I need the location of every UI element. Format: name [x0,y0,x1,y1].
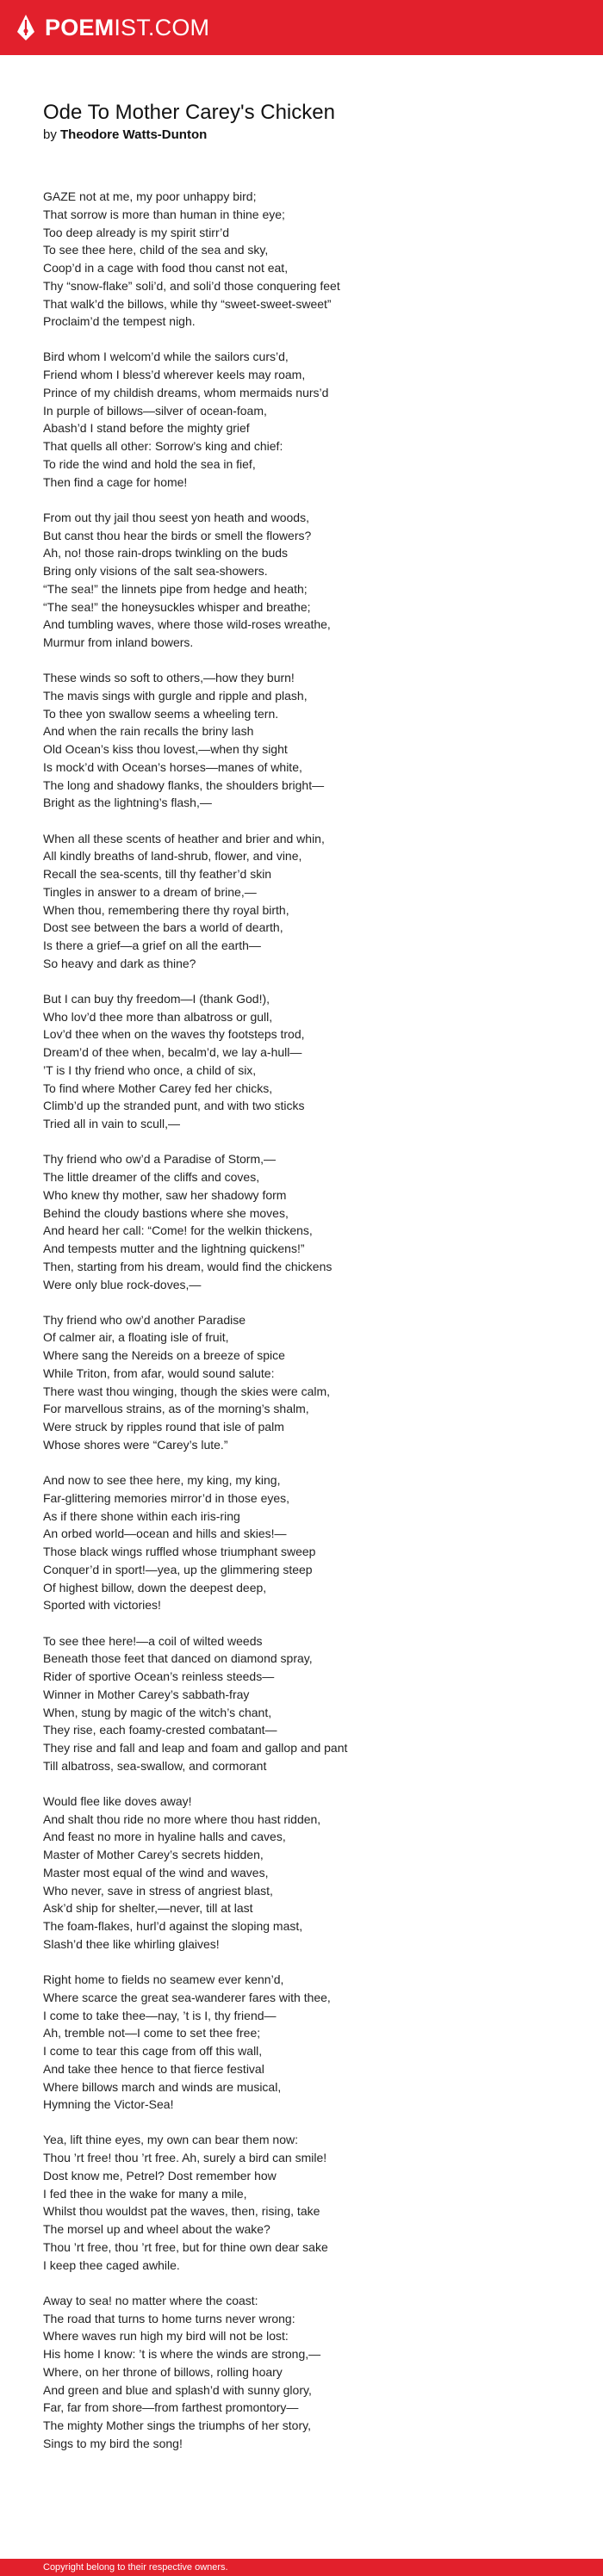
poem-line: Thy “snow-flake” soli’d, and soli’d those conquering feet [43,278,340,293]
poem-line: Thou ’rt free, thou ’rt free, but for thine own dear sake [43,2239,328,2254]
poem-line: Ah, tremble not—I come to set thee free; [43,2026,261,2040]
poem-line: Old Ocean’s kiss thou lovest,—when thy sight [43,742,288,757]
poem-line: “The sea!” the honeysuckles whisper and breathe; [43,599,311,614]
poem-line: The morsel up and wheel about the wake? [43,2222,270,2237]
poem-line: Dream’d of thee when, becalm’d, we lay a-hull— [43,1045,302,1060]
poem-line: So heavy and dark as thine? [43,956,196,970]
poem-stanza [43,348,577,491]
poem-line: Yea, lift thine eyes, my own can bear them now: [43,2133,298,2147]
poem-line: Far, far from shore—from farthest promontory— [43,2400,299,2415]
poem-line: Where billows march and winds are musical, [43,2079,282,2094]
poem-line: I fed thee in the wake for many a mile, [43,2186,247,2201]
poem-line: To see thee here!—a coil of wilted weeds [43,1633,263,1648]
poem-line: Where, on her throne of billows, rolling hoary [43,2364,283,2379]
poem-line: Beneath those feet that danced on diamond spray, [43,1651,313,1666]
poem-line: Behind the cloudy bastions where she moves, [43,1205,289,1220]
poem-content [43,100,577,2470]
poem-line: Proclaim’d the tempest nigh. [43,314,196,329]
poem-line: Slash’d thee like whirling glaives! [43,1936,220,1951]
site-logo-link[interactable] [17,15,209,40]
poem-line: Then, starting from his dream, would find the chickens [43,1259,333,1273]
poem-line: Master most equal of the wind and waves, [43,1865,269,1879]
poem-line: All kindly breaths of land-shrub, flower, and vine, [43,849,302,864]
poem-stanza [43,1471,577,1614]
poem-line: To ride the wind and hold the sea in fief, [43,456,256,471]
site-footer [0,2559,603,2576]
poem-line: And take thee hence to that fierce festival [43,2061,264,2076]
poem-line: Dost know me, Petrel? Dost remember how [43,2168,277,2183]
poem-line: I come to tear this cage from off this wall, [43,2044,263,2059]
poem-line: Where waves run high my bird will not be lost: [43,2329,289,2344]
poem-line: To find where Mother Carey fed her chicks, [43,1081,273,1095]
poem-stanza [43,1971,577,2114]
poem-stanza [43,1150,577,1293]
poem-line: Thy friend who ow’d another Paradise [43,1312,246,1327]
poem-line: Murmur from inland bowers. [43,635,194,650]
poem-line: While Triton, from afar, would sound salute: [43,1365,275,1380]
poem-stanza [43,2292,577,2453]
poem-line: From out thy jail thou seest yon heath and woods, [43,510,309,524]
poem-line: Till albatross, sea-swallow, and cormorant [43,1758,267,1773]
poem-stanza [43,1632,577,1775]
poem-line: That walk’d the billows, while thy “sweet-sweet-sweet” [43,296,332,311]
poem-line: I come to take thee—nay, ’t is I, thy friend— [43,2008,277,2022]
poem-line: And green and blue and splash’d with sunny glory, [43,2382,312,2397]
poem-line: And heard her call: “Come! for the welkin thickens, [43,1223,313,1238]
poem-body [43,188,577,2453]
poem-stanza [43,669,577,812]
poem-line: Conquer’d in sport!—yea, up the glimmering steep [43,1562,313,1576]
poem-stanza [43,1793,577,1954]
poem-line: And feast no more in hyaline halls and caves, [43,1830,286,1844]
poem-line: And when the rain recalls the briny lash [43,724,254,739]
poem-line: The mavis sings with gurgle and ripple and plash, [43,688,308,703]
poem-line: For marvellous strains, as of the morning’s shalm, [43,1402,309,1416]
poem-stanza [43,509,577,652]
poem-line: Ask’d ship for shelter,—never, till at last [43,1901,253,1916]
poem-line: Rider of sportive Ocean’s reinless steeds— [43,1669,275,1684]
poem-line: They rise and fall and leap and foam and gallop and pant [43,1741,348,1756]
poem-line: The long and shadowy flanks, the shoulders bright— [43,777,325,792]
poem-line: Thy friend who ow’d a Paradise of Storm,— [43,1152,277,1167]
poem-line: Sported with victories! [43,1598,161,1613]
logo-bold-text: POEM [45,14,115,40]
poem-line: When, stung by magic of the witch’s chant, [43,1705,272,1719]
poem-line: That sorrow is more than human in thine eye; [43,207,285,221]
poem-line: And shalt thou ride no more where thou hast ridden, [43,1811,321,1826]
poem-byline [43,127,577,144]
poem-line: When thou, remembering there thy royal birth, [43,902,289,917]
byline-prefix: by [43,127,57,142]
poem-line: When all these scents of heather and brier and whin, [43,831,325,845]
poem-line: Master of Mother Carey’s secrets hidden, [43,1848,264,1862]
poem-line: To thee yon swallow seems a wheeling tern. [43,706,279,721]
poem-line: Abash’d I stand before the mighty grief [43,421,250,436]
poem-line: Bring only visions of the salt sea-showers. [43,564,268,579]
poem-line: They rise, each foamy-crested combatant— [43,1723,277,1737]
quill-pen-icon [17,15,34,40]
poem-line: But canst thou hear the birds or smell the flowers? [43,528,312,542]
poem-line: Bird whom I welcom’d while the sailors curs’d, [43,350,289,364]
poem-line: In purple of billows—silver of ocean-foam, [43,403,267,418]
poem-line: Winner in Mother Carey’s sabbath-fray [43,1687,250,1701]
poem-line: Who never, save in stress of angriest blast, [43,1883,273,1898]
poem-line: ’T is I thy friend who once, a child of six, [43,1062,257,1077]
poem-stanza [43,188,577,331]
poem-line: Would flee like doves away! [43,1793,192,1808]
poem-stanza [43,830,577,973]
poem-line: Sings to my bird the song! [43,2436,183,2450]
poem-line: Far-glittering memories mirror’d in those eyes, [43,1490,290,1505]
poem-line: There wast thou winging, though the skies were calm, [43,1384,331,1398]
poem-title: Ode To Mother Carey's Chicken [43,101,335,124]
poem-line: Who lov’d thee more than albatross or gull, [43,1009,273,1024]
poem-line: That quells all other: Sorrow’s king and chief: [43,439,283,454]
poem-line: And now to see thee here, my king, my king, [43,1473,281,1488]
poem-line: I keep thee caged awhile. [43,2257,180,2272]
poem-line: GAZE not at me, my poor unhappy bird; [43,189,257,203]
poem-stanza [43,1311,577,1454]
poem-line: Of calmer air, a floating isle of fruit, [43,1330,229,1345]
poem-line: As if there shone within each iris-ring [43,1508,240,1523]
poem-line: Prince of my childish dreams, whom mermaids nurs’d [43,385,329,399]
poem-line: Is mock’d with Ocean’s horses—manes of white, [43,759,302,774]
poem-line: Hymning the Victor-Sea! [43,2097,174,2112]
poem-line: Tingles in answer to a dream of brine,— [43,884,257,899]
poem-line: The little dreamer of the cliffs and coves, [43,1170,260,1185]
poem-line: The mighty Mother sings the triumphs of her story, [43,2418,311,2433]
poem-line: Too deep already is my spirit stirr’d [43,225,230,239]
poem-line: Ah, no! those rain-drops twinkling on the buds [43,546,289,560]
poem-stanza [43,2131,577,2274]
poem-line: Who knew thy mother, saw her shadowy form [43,1187,287,1202]
poem-line: Of highest billow, down the deepest deep, [43,1580,267,1595]
poem-line: Lov’d thee when on the waves thy footsteps trod, [43,1027,305,1042]
poem-line: Coop’d in a cage with food thou canst not eat, [43,261,289,275]
poem-line: And tumbling waves, where those wild-roses wreathe, [43,617,331,632]
poem-line: An orbed world—ocean and hills and skies!— [43,1526,287,1541]
poem-line: Away to sea! no matter where the coast: [43,2293,258,2307]
logo-light-text: IST.COM [114,14,210,40]
poem-line: Then find a cage for home! [43,474,188,489]
poem-line: Bright as the lightning’s flash,— [43,796,212,810]
poem-line: Right home to fields no seamew ever kenn’d, [43,1972,284,1987]
poem-line: Friend whom I bless’d wherever keels may roam, [43,368,306,382]
site-header [0,0,603,55]
site-logo-text [45,16,209,40]
poem-line: To see thee here, child of the sea and sky, [43,243,269,257]
poem-line: Tried all in vain to scull,— [43,1117,180,1131]
poem-line: Is there a grief—a grief on all the earth— [43,938,261,953]
poem-line: Those black wings ruffled whose triumphant sweep [43,1545,316,1559]
poem-line: But I can buy thy freedom—I (thank God!), [43,991,270,1006]
poem-line: Dost see between the bars a world of dearth, [43,920,283,935]
poem-stanza [43,990,577,1133]
poem-line: “The sea!” the linnets pipe from hedge and heath; [43,581,308,596]
poem-line: Whilst thou wouldst pat the waves, then, rising, take [43,2204,320,2219]
poem-line: Recall the sea-scents, till thy feather’d skin [43,867,272,882]
poem-line: Where scarce the great sea-wanderer fares with thee, [43,1990,331,2004]
poem-line: Whose shores were “Carey’s lute.” [43,1437,228,1452]
poem-line: The foam-flakes, hurl’d against the sloping mast, [43,1919,303,1934]
copyright-text: Copyright belong to their respective owners. [43,2562,228,2573]
poem-line: And tempests mutter and the lightning quickens!” [43,1242,305,1256]
poem-line: These winds so soft to others,—how they burn! [43,671,295,685]
poem-line: Climb’d up the stranded punt, and with two sticks [43,1099,305,1113]
poem-line: Where sang the Nereids on a breeze of spice [43,1348,285,1363]
author-link[interactable]: Theodore Watts-Dunton [60,127,208,142]
poem-line: His home I know: ’t is where the winds are strong,— [43,2347,321,2362]
poem-line: Were only blue rock-doves,— [43,1277,202,1291]
poem-line: Were struck by ripples round that isle of palm [43,1420,284,1434]
poem-line: The road that turns to home turns never wrong: [43,2311,295,2325]
poem-line: Thou ’rt free! thou ’rt free. Ah, surely a bird can smile! [43,2151,327,2165]
